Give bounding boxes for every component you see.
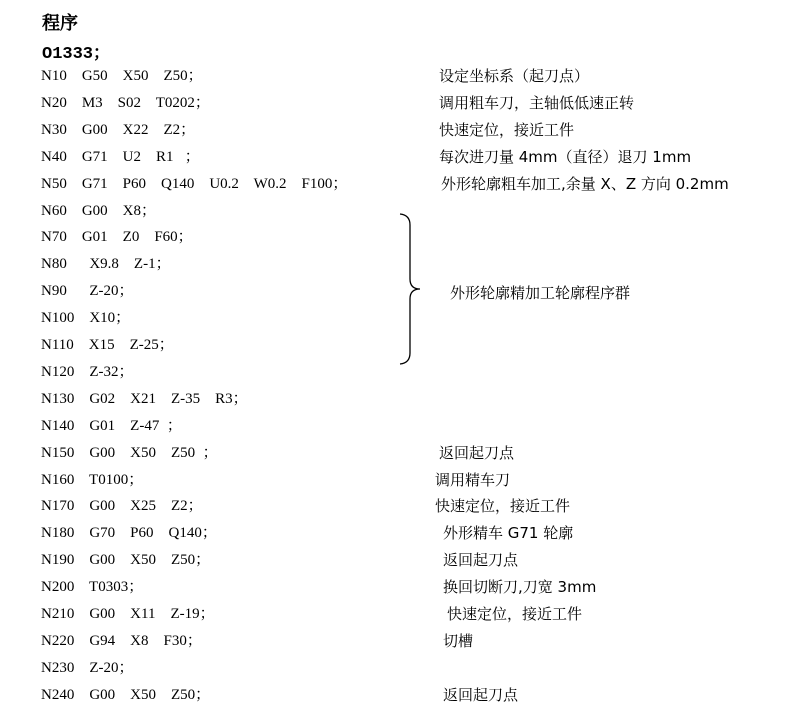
code-line: N230 Z-20； bbox=[41, 659, 134, 676]
code-comment: 换回切断刀,刀宽 3mm bbox=[443, 578, 597, 597]
code-comment: 快速定位，接近工件 bbox=[447, 605, 583, 623]
code-line: N20 M3 S02 T0202； bbox=[41, 94, 210, 111]
code-comment: 返回起刀点 bbox=[443, 685, 519, 704]
code-line: N10 G50 X50 Z50； bbox=[41, 68, 203, 84]
code-line: N40 G71 U2 R1 ； bbox=[41, 148, 200, 165]
code-line: N200 T0303； bbox=[41, 579, 144, 596]
group-brace-icon bbox=[398, 213, 422, 365]
code-line: N150 G00 X50 Z50 ； bbox=[41, 444, 218, 461]
program-number: O1333； bbox=[42, 45, 111, 64]
code-line: N70 G01 Z0 F60； bbox=[41, 229, 193, 246]
code-line: N110 X15 Z-25； bbox=[41, 337, 174, 353]
code-line: N100 X10； bbox=[41, 310, 131, 327]
code-comment: 每次进刀量 4mm（直径）退刀 1mm bbox=[439, 147, 692, 166]
code-line: N240 G00 X50 Z50； bbox=[41, 686, 211, 703]
code-comment: 切槽 bbox=[443, 631, 474, 650]
code-line: N220 G94 X8 F30； bbox=[41, 632, 202, 649]
code-line: N190 G00 X50 Z50； bbox=[41, 552, 211, 569]
code-line: N80 X9.8 Z-1； bbox=[41, 256, 171, 273]
code-comment: 设定坐标系（起刀点） bbox=[439, 67, 590, 85]
code-comment: 快速定位，接近工件 bbox=[439, 120, 575, 139]
code-line: N130 G02 X21 Z-35 R3； bbox=[41, 390, 248, 407]
code-comment: 调用粗车刀，主轴低低速正转 bbox=[439, 93, 635, 112]
code-line: N140 G01 Z-47 ； bbox=[41, 417, 182, 434]
code-line: N90 Z-20； bbox=[41, 283, 134, 300]
code-line: N180 G70 P60 Q140； bbox=[41, 525, 217, 542]
section-title: 程序 bbox=[42, 13, 78, 33]
code-line: N120 Z-32； bbox=[41, 363, 134, 380]
code-line: N50 G71 P60 Q140 U0.2 W0.2 F100； bbox=[41, 175, 348, 192]
code-comment: 返回起刀点 bbox=[439, 443, 515, 462]
code-comment: 外形精车 G71 轮廓 bbox=[443, 524, 574, 543]
code-line: N60 G00 X8； bbox=[41, 202, 156, 219]
code-line: N170 G00 X25 Z2； bbox=[41, 498, 203, 515]
code-comment: 返回起刀点 bbox=[443, 551, 519, 570]
code-comment: 快速定位，接近工件 bbox=[435, 497, 571, 516]
code-line: N210 G00 X11 Z-19； bbox=[41, 606, 215, 622]
code-comment: 外形轮廓粗车加工,余量 X、Z 方向 0.2mm bbox=[441, 174, 729, 193]
code-line: N160 T0100； bbox=[41, 471, 144, 488]
code-line: N30 G00 X22 Z2； bbox=[41, 121, 196, 138]
code-comment: 调用精车刀 bbox=[435, 470, 511, 489]
program-group-label: 外形轮廓精加工轮廓程序群 bbox=[450, 284, 631, 302]
